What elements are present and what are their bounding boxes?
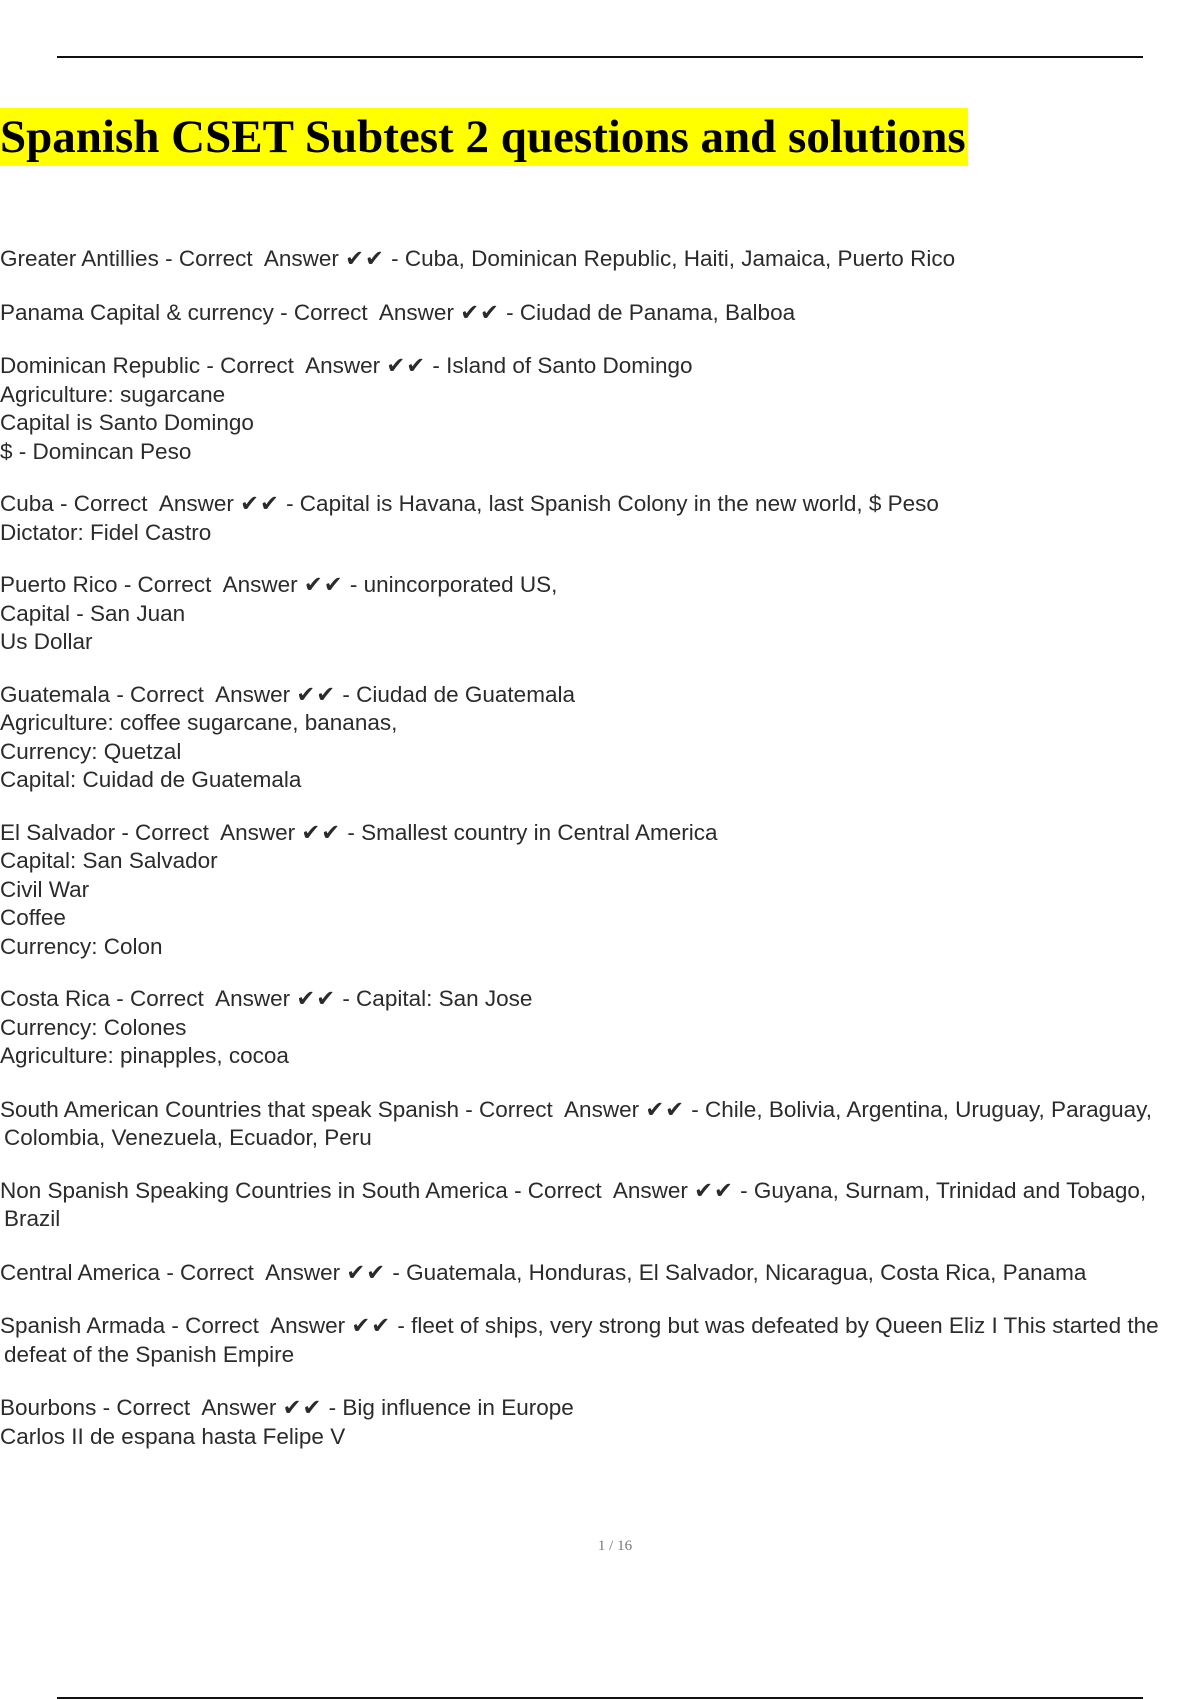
qa-entry (0, 245, 1200, 274)
correct-answer-label: - Correct Answer (165, 1313, 352, 1338)
qa-term: Greater Antillies (0, 246, 159, 271)
qa-detail-line: Dictator: Fidel Castro (0, 519, 212, 545)
qa-entry (0, 681, 1200, 795)
qa-answer: - Cuba, Dominican Republic, Haiti, Jamaica, Puerto Rico (384, 246, 956, 271)
header-rule (57, 56, 1143, 58)
qa-answer: - Guyana, Surnam, Trinidad and Tobago, (733, 1177, 1147, 1203)
qa-detail-line: $ - Domincan Peso (0, 438, 192, 464)
qa-entry (0, 1312, 1200, 1369)
correct-answer-label: - Correct Answer (158, 246, 346, 271)
qa-entry (0, 299, 1200, 328)
double-check-icon: ✔✔ (645, 1096, 686, 1122)
qa-detail-line: Capital is Santo Domingo (0, 410, 254, 435)
qa-detail-line: Capital - San Juan (0, 600, 186, 626)
qa-entry (0, 985, 1200, 1071)
qa-question-line (0, 352, 1200, 381)
qa-term: Costa Rica (0, 986, 111, 1011)
qa-answer: - Smallest country in Central America (341, 819, 718, 845)
double-check-icon: ✔✔ (386, 353, 427, 378)
qa-term: Puerto Rico (0, 572, 118, 597)
correct-answer-label: - Correct Answer (507, 1177, 695, 1203)
qa-answer: - Guatemala, Honduras, El Salvador, Nicaragua, Costa Rica, Panama (386, 1259, 1087, 1285)
double-check-icon: ✔✔ (301, 819, 342, 845)
qa-answer-continuation: Colombia, Venezuela, Ecuador, Peru (4, 1125, 372, 1150)
qa-detail-line: Coffee (0, 905, 66, 930)
correct-answer-label: - Correct Answer (110, 681, 297, 707)
qa-answer: - Ciudad de Panama, Balboa (499, 299, 796, 325)
double-check-icon: ✔✔ (303, 572, 344, 597)
double-check-icon: ✔✔ (694, 1177, 734, 1203)
correct-answer-label: - Correct Answer (200, 353, 387, 378)
correct-answer-label: - Correct Answer (273, 299, 461, 325)
qa-question-line (0, 681, 1200, 710)
qa-question-line (0, 299, 1200, 328)
qa-detail-line: Currency: Colon (0, 933, 163, 959)
qa-answer: - Big influence in Europe (322, 1395, 574, 1420)
qa-term: Guatemala (0, 681, 111, 707)
qa-question-line (0, 571, 1200, 600)
qa-entry (0, 571, 1200, 657)
double-check-icon: ✔✔ (460, 299, 500, 325)
correct-answer-label: - Correct Answer (117, 572, 304, 597)
correct-answer-label: - Correct Answer (160, 1259, 347, 1285)
qa-entry (0, 490, 1200, 547)
qa-term: Bourbons (0, 1395, 97, 1420)
correct-answer-label: - Correct Answer (459, 1096, 646, 1122)
qa-term: Cuba (0, 491, 54, 516)
qa-detail-line: Carlos II de espana hasta Felipe V (0, 1423, 346, 1449)
qa-term: Dominican Republic (0, 353, 201, 378)
qa-question-line (0, 1096, 1200, 1125)
qa-answer: - Capital: San Jose (336, 986, 533, 1011)
qa-detail-line: Agriculture: pinapples, cocoa (0, 1043, 289, 1068)
qa-detail-line: Civil War (0, 876, 90, 902)
double-check-icon: ✔✔ (282, 1395, 323, 1420)
qa-answer-continuation: defeat of the Spanish Empire (4, 1341, 295, 1367)
correct-answer-label: - Correct Answer (115, 819, 302, 845)
qa-question-line (0, 985, 1200, 1014)
qa-term: South American Countries that speak Spanish (0, 1096, 460, 1122)
qa-answer: - Chile, Bolivia, Argentina, Uruguay, Paraguay, (685, 1096, 1152, 1122)
double-check-icon: ✔✔ (296, 986, 337, 1011)
qa-entry-list (0, 220, 1200, 1451)
qa-term: Non Spanish Speaking Countries in South America (0, 1177, 508, 1203)
qa-question-line (0, 245, 1200, 274)
qa-term: Central America (0, 1259, 161, 1285)
qa-answer: - fleet of ships, very strong but was defeated by Queen Eliz I This started the (391, 1313, 1159, 1338)
qa-answer-continuation: Brazil (4, 1206, 61, 1231)
qa-detail-line: Capital: Cuidad de Guatemala (0, 767, 302, 792)
qa-detail-line: Capital: San Salvador (0, 848, 218, 873)
qa-answer: - Island of Santo Domingo (426, 353, 693, 378)
footer-rule (57, 1697, 1143, 1699)
qa-term: Spanish Armada (0, 1313, 166, 1338)
qa-entry (0, 1394, 1200, 1451)
qa-entry (0, 1177, 1200, 1234)
qa-answer: - Ciudad de Guatemala (336, 681, 575, 707)
qa-detail-line: Currency: Quetzal (0, 738, 182, 764)
qa-entry (0, 352, 1200, 466)
qa-question-line (0, 819, 1200, 848)
double-check-icon: ✔✔ (351, 1313, 392, 1338)
correct-answer-label: - Correct Answer (53, 491, 241, 516)
qa-answer: - unincorporated US, (343, 572, 558, 597)
correct-answer-label: - Correct Answer (110, 986, 297, 1011)
double-check-icon: ✔✔ (345, 246, 385, 271)
qa-question-line (0, 1259, 1200, 1288)
title-block (0, 108, 968, 166)
qa-entry (0, 1259, 1200, 1288)
qa-question-line (0, 1312, 1200, 1341)
qa-detail-line: Currency: Colones (0, 1014, 187, 1040)
qa-question-line (0, 1394, 1200, 1423)
page-number: 1 / 16 (597, 1538, 633, 1554)
qa-question-line (0, 490, 1200, 519)
qa-answer: - Capital is Havana, last Spanish Colony in the new world, $ Peso (279, 491, 939, 516)
double-check-icon: ✔✔ (296, 681, 337, 707)
double-check-icon: ✔✔ (346, 1259, 387, 1285)
qa-detail-line: Us Dollar (0, 629, 93, 654)
correct-answer-label: - Correct Answer (96, 1395, 283, 1420)
qa-question-line (0, 1177, 1200, 1206)
qa-term: El Salvador (0, 819, 116, 845)
qa-term: Panama Capital & currency (0, 299, 274, 325)
qa-detail-line: Agriculture: coffee sugarcane, bananas, (0, 710, 398, 735)
qa-detail-line: Agriculture: sugarcane (0, 381, 226, 407)
double-check-icon: ✔✔ (240, 491, 280, 516)
qa-entry (0, 819, 1200, 962)
document-title: Spanish CSET Subtest 2 questions and solutions (0, 108, 968, 166)
qa-entry (0, 1096, 1200, 1153)
